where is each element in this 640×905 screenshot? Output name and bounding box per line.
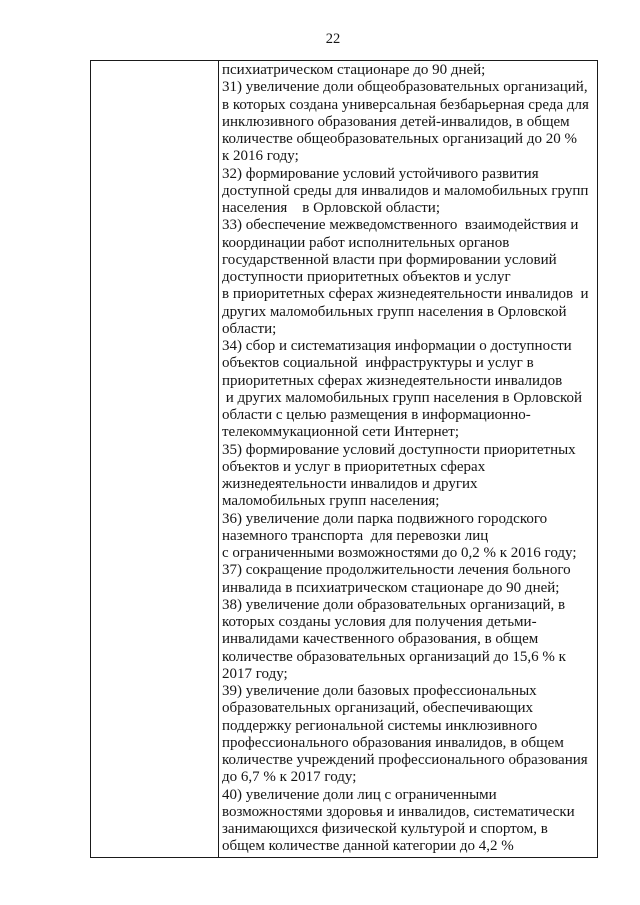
text-line: государственной власти при формировании условий xyxy=(222,251,557,268)
document-table xyxy=(90,60,598,858)
text-line: возможностями здоровья и инвалидов, систематически xyxy=(222,803,575,820)
text-line: занимающихся физической культурой и спортом, в xyxy=(222,821,548,837)
text-line: 35) формирование условий доступности приоритетных xyxy=(222,441,576,458)
text-line: приоритетных сферах жизнедеятельности инвалидов xyxy=(222,372,563,389)
text-line: к 2016 году; xyxy=(222,148,299,165)
text-line: количестве общеобразовательных организаций до 20 % xyxy=(222,131,577,147)
page-number: 22 xyxy=(325,31,341,47)
text-line: поддержку региональной системы инклюзивного xyxy=(222,717,538,734)
text-line: 40) увеличение доли лиц с ограниченными xyxy=(222,786,497,803)
text-line: инвалида в психиатрическом стационаре до 90 дней; xyxy=(222,579,560,596)
text-line: маломобильных групп населения; xyxy=(222,493,440,510)
text-line: доступности приоритетных объектов и услуг xyxy=(222,269,511,285)
text-line: телекоммукационной сети Интернет; xyxy=(222,424,459,441)
text-line: других маломобильных групп населения в Орловской xyxy=(222,303,567,320)
text-line: 39) увеличение доли базовых профессиональных xyxy=(222,683,537,699)
text-line: 33) обеспечение межведомственного взаимодействия и xyxy=(222,217,579,234)
text-line: доступной среды для инвалидов и маломобильных групп xyxy=(222,182,589,199)
text-line: наземного транспорта для перевозки лиц xyxy=(222,527,489,544)
text-line: 32) формирование условий устойчивого развития xyxy=(222,165,539,182)
text-line: 31) увеличение доли общеобразовательных организаций, xyxy=(222,79,588,96)
text-line: 37) сокращение продолжительности лечения больного xyxy=(222,562,571,579)
text-line: 34) сбор и систематизация информации о доступности xyxy=(222,338,572,354)
text-line: 38) увеличение доли образовательных организаций, в xyxy=(222,596,566,613)
left-cell xyxy=(91,61,219,857)
text-line: в приоритетных сферах жизнедеятельности инвалидов и xyxy=(222,286,589,303)
text-line: координации работ исполнительных органов xyxy=(222,234,510,251)
text-line: области; xyxy=(222,320,277,337)
text-line: с ограниченными возможностями до 0,2 % к 2016 году; xyxy=(222,545,577,561)
text-line: количестве учреждений профессионального образования xyxy=(222,752,588,768)
text-line: в которых создана универсальная безбарьерная среда для xyxy=(222,96,589,113)
text-line: населения в Орловской области; xyxy=(222,200,440,216)
text-line: образовательных организаций, обеспечивающих xyxy=(222,700,534,717)
text-line: объектов социальной инфраструктуры и услуг в xyxy=(222,355,534,372)
text-line: жизнедеятельности инвалидов и других xyxy=(222,476,478,492)
text-line: инвалидами качественного образования, в общем xyxy=(222,631,539,648)
text-line: области с целью размещения в информационно- xyxy=(222,407,531,423)
text-line: 2017 году; xyxy=(222,665,288,682)
text-line: профессионального образования инвалидов, в общем xyxy=(222,734,564,751)
text-line: психиатрическом стационаре до 90 дней; xyxy=(222,62,486,78)
text-line: и других маломобильных групп населения в Орловской xyxy=(222,389,583,406)
text-line: объектов и услуг в приоритетных сферах xyxy=(222,458,486,475)
right-cell xyxy=(219,61,597,857)
text-line: 36) увеличение доли парка подвижного городского xyxy=(222,510,548,527)
text-line: до 6,7 % к 2017 году; xyxy=(222,769,357,786)
text-line: инклюзивного образования детей-инвалидов, в общем xyxy=(222,113,570,130)
text-line: общем количестве данной категории до 4,2 % xyxy=(222,838,514,855)
text-line: которых созданы условия для получения детьми- xyxy=(222,614,537,630)
text-line: количестве образовательных организаций до 15,6 % к xyxy=(222,648,566,665)
